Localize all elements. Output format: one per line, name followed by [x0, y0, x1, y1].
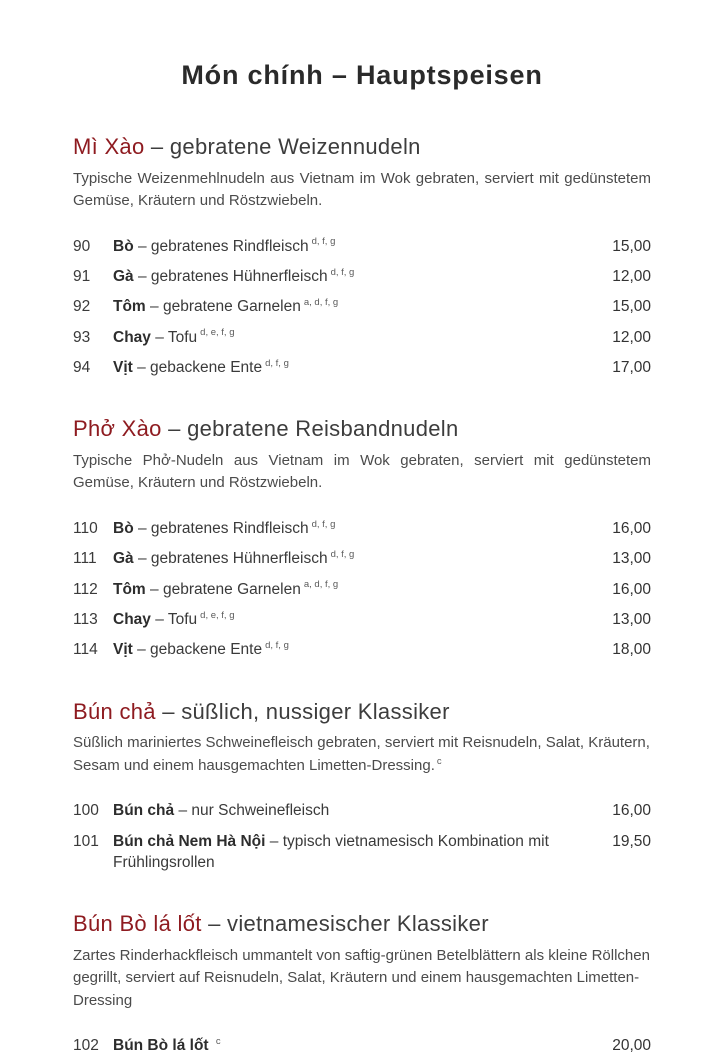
menu-item — [73, 831, 651, 874]
item-dish — [113, 327, 612, 348]
section-heading — [73, 415, 651, 443]
item-price: 12,00 — [612, 267, 651, 285]
section-name-german: – gebratene Weizennudeln — [150, 134, 421, 159]
section-heading — [73, 910, 651, 938]
section-description-text: Typische Phở-Nudeln aus Vietnam im Wok gebraten, serviert mit gedünstetem Gemüse, Kräutern und Röstzwiebeln. — [73, 451, 651, 492]
item-name: Vịt — [113, 641, 133, 659]
section-description-text: Süßlich mariniertes Schweinefleisch gebraten, serviert mit Reisnudeln, Salat, Kräutern, Sesam und einem hausgemachten Limetten-Dressing. — [73, 734, 650, 774]
item-dish — [113, 236, 612, 257]
item-allergens: d, f, g — [311, 518, 336, 530]
item-text: – Tofu — [155, 328, 198, 346]
item-text: – gebratenes Hühnerfleisch — [138, 550, 328, 568]
section-items — [73, 518, 651, 661]
item-allergens: d, f, g — [265, 640, 289, 652]
item-text: – gebratenes Rindfleisch — [137, 237, 309, 255]
item-number: 94 — [73, 359, 91, 376]
menu-item — [73, 327, 651, 348]
item-dish — [113, 357, 612, 378]
section-heading — [73, 698, 651, 726]
page-title: Món chính – Hauptspeisen — [181, 60, 543, 90]
item-price: 18,00 — [612, 641, 651, 659]
item-number: 113 — [73, 611, 98, 628]
section-name-german: – süßlich, nussiger Klassiker — [162, 698, 450, 724]
item-price: 19,50 — [612, 832, 651, 850]
section-heading — [73, 133, 651, 161]
item-price: 16,00 — [612, 519, 651, 537]
item-number: 102 — [73, 1037, 99, 1055]
item-name: Tôm — [113, 580, 146, 598]
menu-item — [73, 1035, 651, 1056]
item-text: – gebratene Garnelen — [150, 298, 301, 316]
section-description-allergens: c — [436, 755, 442, 767]
menu-section — [73, 698, 651, 874]
item-dish — [113, 1035, 612, 1056]
menu-item — [73, 609, 651, 630]
item-dish — [113, 266, 612, 287]
item-name: Chay — [113, 611, 151, 628]
item-dish — [113, 579, 612, 600]
item-name: Bò — [113, 519, 134, 537]
section-description — [73, 450, 651, 495]
item-allergens: d, f, g — [330, 549, 355, 561]
item-name: Chay — [113, 328, 151, 346]
menu-item — [73, 236, 651, 257]
item-text: – gebackene Ente — [137, 359, 263, 376]
item-number: 91 — [73, 267, 91, 285]
menu-section — [73, 415, 651, 660]
item-price: 20,00 — [612, 1037, 651, 1055]
section-description — [73, 168, 651, 213]
menu-section — [73, 133, 651, 378]
section-items — [73, 1035, 651, 1056]
item-number: 114 — [73, 641, 98, 659]
menu-item — [73, 800, 651, 821]
item-name: Bún Bò lá lốt — [113, 1037, 209, 1055]
item-allergens: a, d, f, g — [303, 579, 339, 591]
item-text: – gebratenes Rindfleisch — [137, 519, 309, 537]
section-name-vietnamese: Phở Xào — [73, 416, 162, 442]
item-name: Bò — [113, 237, 134, 255]
item-text: – Tofu — [155, 611, 198, 628]
menu-section — [73, 910, 651, 1056]
item-name: Bún chả — [113, 802, 175, 820]
item-price: 12,00 — [612, 328, 651, 346]
item-number: 112 — [73, 580, 98, 598]
item-dish — [113, 296, 612, 317]
item-allergens: d, e, f, g — [200, 609, 235, 621]
item-price: 13,00 — [612, 611, 651, 628]
menu-item — [73, 548, 651, 569]
item-name: Vịt — [113, 359, 133, 376]
section-name-vietnamese: Bún chả — [73, 698, 156, 724]
section-description — [73, 945, 651, 1013]
section-name-german: – vietnamesischer Klassiker — [208, 911, 489, 937]
item-name: Gà — [113, 267, 134, 285]
section-description-text: Typische Weizenmehlnudeln aus Vietnam im Wok gebraten, serviert mit gedünstetem Gemüse, Kräutern und Röstzwiebeln. — [73, 169, 651, 209]
item-dish — [113, 609, 612, 630]
item-number: 93 — [73, 328, 91, 346]
item-text: – typisch vietnamesisch Kombination mit Frühlingsrollen — [113, 832, 549, 871]
menu-sections — [73, 133, 651, 1057]
item-number: 111 — [73, 550, 97, 568]
section-items — [73, 236, 651, 379]
item-name: Tôm — [113, 298, 146, 316]
item-allergens: d, f, g — [311, 236, 336, 248]
section-description — [73, 732, 651, 777]
item-text: – gebackene Ente — [137, 641, 263, 659]
menu-item — [73, 266, 651, 287]
menu-item — [73, 296, 651, 317]
item-number: 92 — [73, 298, 91, 316]
item-price: 17,00 — [612, 359, 651, 376]
item-price: 13,00 — [612, 550, 651, 568]
item-price: 16,00 — [612, 580, 651, 598]
item-price: 15,00 — [612, 237, 651, 255]
item-allergens: d, f, g — [330, 266, 355, 278]
item-text: – gebratenes Hühnerfleisch — [138, 267, 328, 285]
item-text: – nur Schweinefleisch — [178, 802, 330, 820]
menu-item — [73, 579, 651, 600]
menu-item — [73, 639, 651, 660]
item-text: – gebratene Garnelen — [150, 580, 301, 598]
section-name-vietnamese: Bún Bò lá lốt — [73, 911, 202, 937]
item-number: 90 — [73, 237, 91, 255]
section-description-text: Zartes Rinderhackfleisch ummantelt von saftig-grünen Betelblättern als kleine Röllchen gegrillt, serviert auf Reisnudeln, Salat, Kräutern und einem hausgemachten Limetten-Dressing — [73, 946, 650, 1009]
item-price: 16,00 — [612, 802, 651, 820]
item-dish — [113, 831, 612, 874]
item-number: 101 — [73, 832, 99, 850]
section-name-vietnamese: Mì Xào — [73, 134, 145, 159]
menu-item — [73, 518, 651, 539]
item-dish — [113, 548, 612, 569]
item-dish — [113, 800, 612, 821]
item-allergens: a, d, f, g — [303, 297, 339, 309]
section-items — [73, 800, 651, 873]
item-name: Gà — [113, 550, 134, 568]
item-name: Bún chả Nem Hà Nội — [113, 832, 266, 850]
item-price: 15,00 — [612, 298, 651, 316]
item-dish — [113, 518, 612, 539]
item-number: 100 — [73, 802, 99, 820]
item-dish — [113, 639, 612, 660]
item-allergens: c — [215, 1036, 221, 1048]
menu-item — [73, 357, 651, 378]
section-name-german: – gebratene Reisbandnudeln — [168, 416, 459, 442]
item-allergens: d, e, f, g — [200, 327, 235, 339]
item-number: 110 — [73, 519, 98, 537]
item-allergens: d, f, g — [265, 357, 289, 369]
